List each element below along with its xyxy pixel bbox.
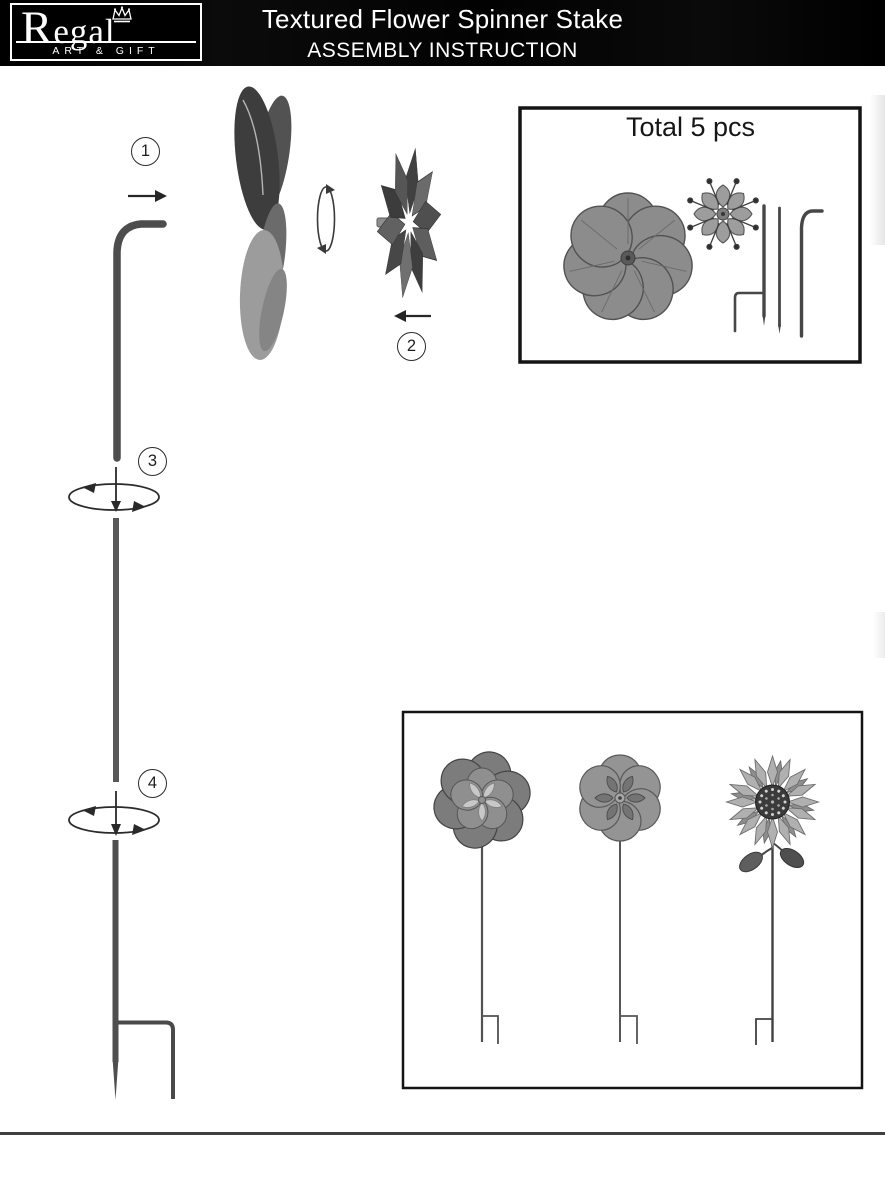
stake-ground-fork: [118, 1023, 173, 1100]
spinner-side-view: [376, 145, 441, 300]
step-2-number: 2: [406, 337, 417, 355]
page-subtitle: ASSEMBLY INSTRUCTION: [307, 39, 578, 62]
step-3-badge: [138, 447, 167, 476]
bottom-rule: [0, 1132, 885, 1135]
stake-pole: [113, 224, 174, 1100]
page-title: Textured Flower Spinner Stake: [261, 4, 624, 34]
step1-arrow-icon: [128, 190, 167, 202]
stake-top-bent-rod: [117, 224, 163, 458]
header: [0, 0, 885, 66]
step-1-number: 1: [140, 142, 151, 160]
rotation-axis-icon: [317, 184, 335, 254]
step2-arrow-icon: [394, 310, 431, 322]
parts-box-title: Total 5 pcs: [625, 112, 756, 142]
brand-subtitle: ART & GIFT: [16, 41, 196, 57]
step-2-badge: [397, 332, 426, 361]
flower-side-view: [227, 84, 298, 361]
step-4-number: 4: [147, 774, 158, 792]
step-1-badge: [131, 137, 160, 166]
scan-artifact: [873, 612, 885, 658]
step-3-number: 3: [147, 452, 158, 470]
scan-artifact: [870, 95, 885, 245]
brand-name: Regal: [21, 2, 116, 54]
stake-point: [113, 1058, 119, 1100]
step4-rotate-icon: [69, 791, 159, 836]
step-4-badge: [138, 769, 167, 798]
